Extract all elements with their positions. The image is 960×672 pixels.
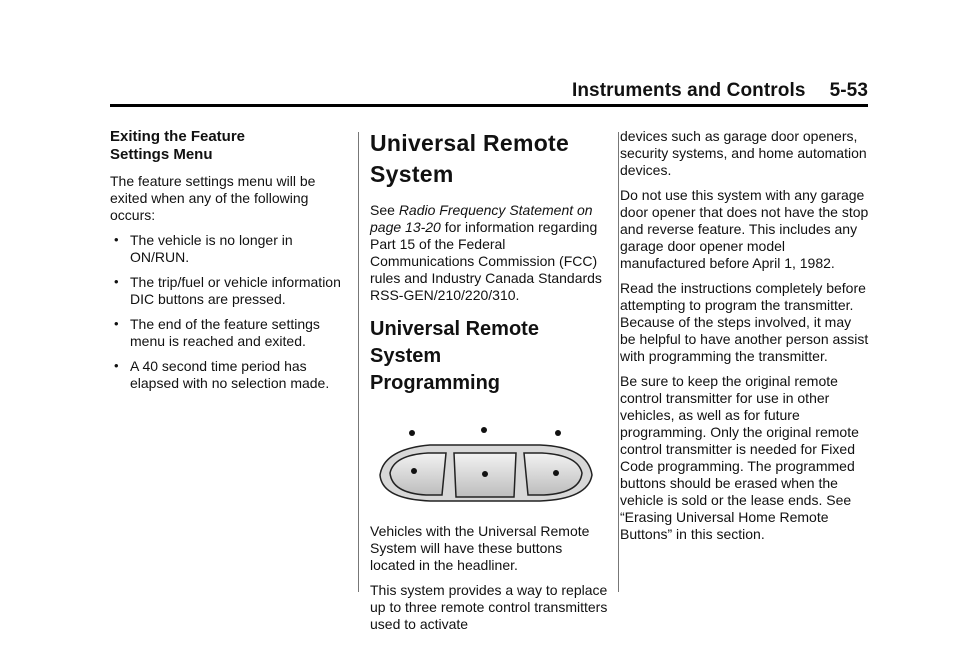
button-dot: [482, 471, 488, 477]
see-reference-paragraph: See Radio Frequency Statement on page 13-20 for information regarding Part 15 of the Federal Communications Commission (FCC) rules and Industry Canada Standards RSS-GEN/210/220/310.: [370, 202, 602, 303]
button-dot: [553, 470, 559, 476]
exiting-intro: The feature settings menu will be exited when any of the following occurs:: [110, 173, 316, 223]
warning-paragraph: Do not use this system with any garage door opener that does not have the stop and reverse feature. This includes any garage door opener model manufactured before April 1, 1982.: [620, 187, 869, 271]
devices-paragraph: devices such as garage door openers, security systems, and home automation devices.: [620, 128, 867, 178]
cross-reference-link[interactable]: Radio Frequency Statement on page 13-20: [370, 202, 593, 235]
headliner-paragraph: Vehicles with the Universal Remote System will have these buttons located in the headliner.: [370, 523, 590, 573]
page-header: [572, 80, 868, 102]
exit-conditions-list: [110, 232, 346, 392]
section-title: Instruments and Controls: [571, 80, 806, 101]
column-3: [620, 128, 870, 551]
list-item: • A 40 second time period has elapsed with no selection made.: [114, 358, 330, 391]
indicator-dot: [555, 430, 561, 436]
header-rule: [110, 104, 868, 107]
button-dot: [411, 468, 417, 474]
bullet-icon: •: [114, 274, 119, 289]
page-number: 5-53: [829, 80, 868, 101]
bullet-icon: •: [114, 316, 119, 331]
indicator-dot: [409, 430, 415, 436]
column-1: [110, 128, 346, 400]
system-purpose-paragraph: This system provides a way to replace up to three remote control transmitters used to activate: [370, 582, 608, 632]
indicator-dot: [481, 427, 487, 433]
bullet-icon: •: [114, 232, 119, 247]
universal-remote-title: Universal Remote System: [370, 130, 570, 187]
headliner-buttons-illustration: [370, 423, 600, 507]
keep-original-paragraph: Be sure to keep the original remote control transmitter for use in other vehicles, as well as for future programming. Only the original remote control transmitter is needed for Fixed Code programming. The programmed buttons should be erased when the vehicle is sold or the lease ends. See “Erasing Universal Home Remote Buttons” in this section.: [620, 373, 859, 542]
column-divider: [618, 132, 619, 592]
list-item: • The trip/fuel or vehicle information DIC buttons are pressed.: [114, 274, 341, 307]
column-2: [370, 128, 610, 641]
programming-subtitle: Universal Remote System Programming: [370, 318, 539, 394]
exiting-menu-heading: Exiting the Feature Settings Menu: [110, 128, 246, 163]
instructions-paragraph: Read the instructions completely before attempting to program the transmitter. Because of the steps involved, it may be helpful to have another person assist with programming the transmitter.: [620, 280, 869, 364]
column-divider: [358, 132, 359, 592]
list-item: • The end of the feature settings menu is reached and exited.: [114, 316, 320, 349]
list-item: • The vehicle is no longer in ON/RUN.: [114, 232, 293, 265]
bullet-icon: •: [114, 358, 119, 373]
